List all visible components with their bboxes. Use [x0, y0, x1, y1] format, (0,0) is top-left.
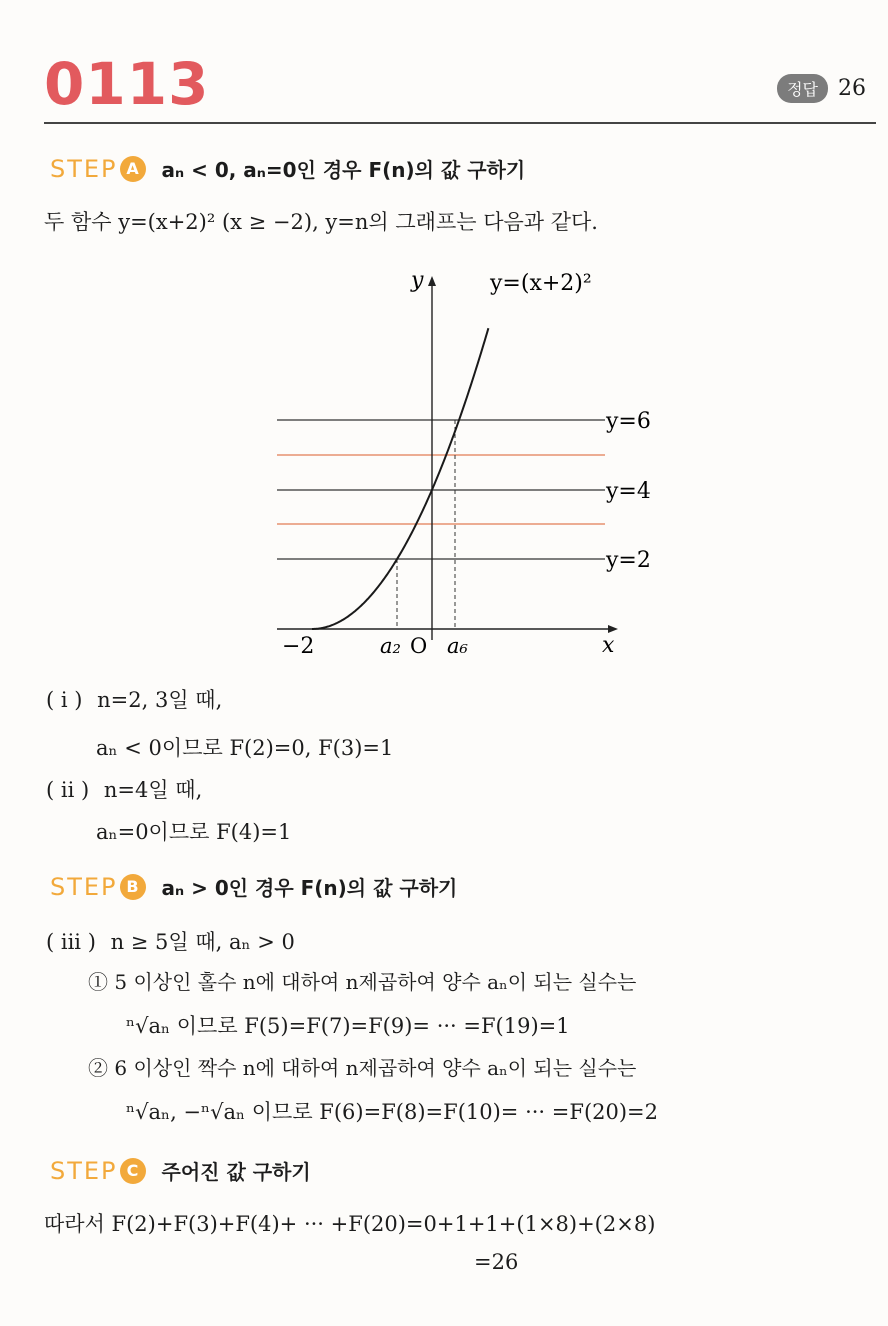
x-axis-label: x [602, 633, 615, 658]
case-iii-condition: n ≥ 5일 때, aₙ > 0 [110, 930, 295, 954]
case-i-condition: n=2, 3일 때, [97, 688, 223, 712]
step-c-label: STEP [50, 1156, 118, 1185]
tick-a2: a₂ [380, 634, 401, 658]
step-a-badge: A [120, 156, 146, 182]
tick-origin: O [410, 634, 428, 658]
tick-a6: a₆ [447, 634, 468, 658]
step-b-badge: B [120, 874, 146, 900]
step-b-label: STEP [50, 872, 118, 901]
label-y2: y=2 [606, 548, 651, 573]
y-axis-label: y [411, 268, 424, 293]
sum-line: 따라서 F(2)+F(3)+F(4)+ ··· +F(20)=0+1+1+(1×8)+(2×8) [44, 1212, 656, 1236]
step-a-intro: 두 함수 y=(x+2)² (x ≥ −2), y=n의 그래프는 다음과 같다. [44, 210, 598, 234]
item-1-result: ⁿ√aₙ 이므로 F(5)=F(7)=F(9)= ··· =F(19)=1 [126, 1014, 570, 1038]
step-a-heading: aₙ < 0, aₙ=0인 경우 F(n)의 값 구하기 [161, 158, 526, 182]
case-i-result: aₙ < 0이므로 F(2)=0, F(3)=1 [96, 736, 394, 760]
answer-value: 26 [838, 76, 866, 101]
problem-number: 0113 [44, 50, 210, 118]
case-i [46, 684, 222, 714]
item-2-result: ⁿ√aₙ, −ⁿ√aₙ 이므로 F(6)=F(8)=F(10)= ··· =F(20)=2 [126, 1100, 659, 1124]
case-ii-condition: n=4일 때, [103, 778, 203, 802]
step-b-header [50, 872, 457, 901]
label-y4: y=4 [606, 479, 651, 504]
x-axis-arrow [608, 625, 618, 633]
step-b-heading: aₙ > 0인 경우 F(n)의 값 구하기 [161, 876, 458, 900]
label-y6: y=6 [606, 409, 651, 434]
answer-label-badge: 정답 [777, 74, 828, 103]
curve-label: y=(x+2)² [490, 271, 592, 296]
y-axis-arrow [428, 276, 436, 286]
case-iii-label: ( iii ) [46, 930, 96, 954]
item-1: ① 5 이상인 홀수 n에 대하여 n제곱하여 양수 aₙ이 되는 실수는 [88, 970, 637, 994]
case-ii-label: ( ii ) [46, 778, 90, 802]
case-ii-result: aₙ=0이므로 F(4)=1 [96, 820, 292, 844]
step-c-heading: 주어진 값 구하기 [161, 1160, 311, 1184]
step-a-label: STEP [50, 154, 118, 183]
item-2: ② 6 이상인 짝수 n에 대하여 n제곱하여 양수 aₙ이 되는 실수는 [88, 1056, 637, 1080]
tick-minus2: −2 [282, 634, 315, 659]
parabola-curve [312, 328, 488, 629]
step-c-header [50, 1156, 311, 1185]
step-c-badge: C [120, 1158, 146, 1184]
case-i-label: ( i ) [46, 688, 83, 712]
case-iii [46, 926, 295, 956]
case-ii [46, 774, 202, 804]
result-line: =26 [474, 1250, 519, 1274]
